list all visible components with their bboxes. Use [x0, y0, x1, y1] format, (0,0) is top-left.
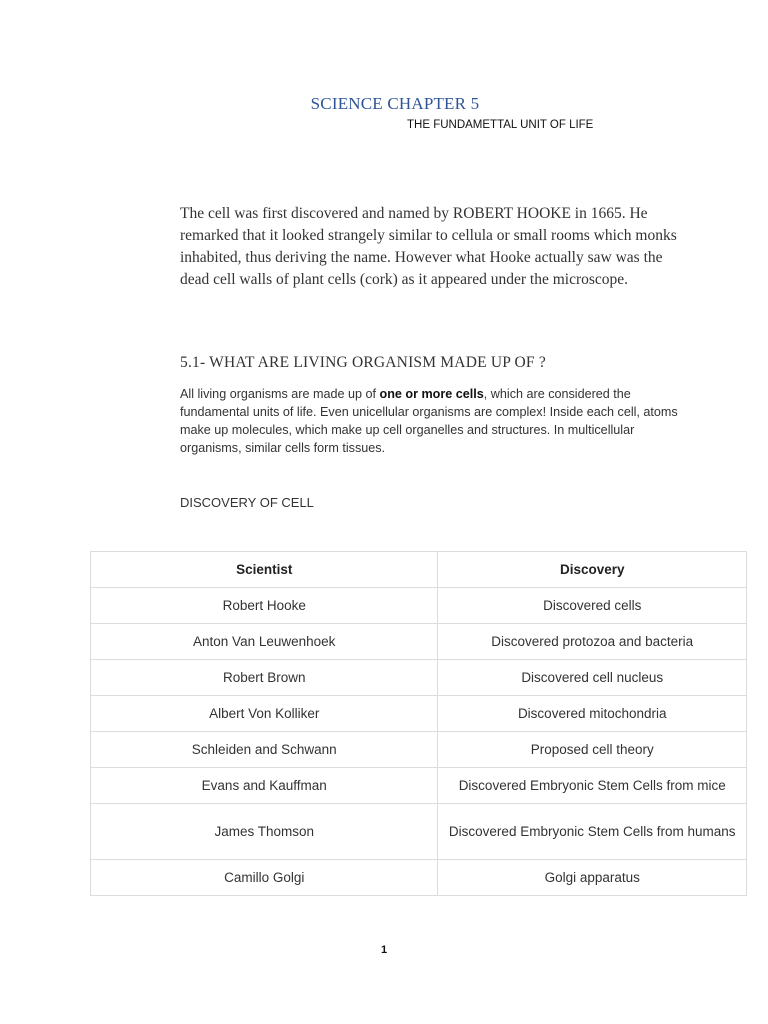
table-row	[91, 732, 747, 768]
section-body	[180, 385, 690, 457]
scientist-cell: Albert Von Kolliker	[91, 696, 438, 732]
table-row	[91, 588, 747, 624]
section-body-start: All living organisms are made up of	[180, 387, 380, 401]
discovery-cell: Discovered Embryonic Stem Cells from humans	[438, 804, 747, 860]
section-heading: 5.1- WHAT ARE LIVING ORGANISM MADE UP OF ?	[180, 354, 546, 371]
table-row	[91, 804, 747, 860]
scientist-cell: Robert Hooke	[91, 588, 438, 624]
header-scientist: Scientist	[91, 552, 438, 588]
section-body-bold: one or more cells	[379, 387, 484, 401]
page-number: 1	[380, 944, 388, 956]
table-row	[91, 624, 747, 660]
table-row	[91, 860, 747, 896]
section-body-end: , which are considered the fundamental units of life. Even unicellular organisms are complex! Inside each cell, atoms make up molecules, which make up cell organelles and structures. In multicellular organisms, similar cells form tissues.	[180, 387, 678, 455]
scientist-cell: James Thomson	[91, 804, 438, 860]
discovery-cell: Discovered protozoa and bacteria	[438, 624, 747, 660]
scientist-cell: Robert Brown	[91, 660, 438, 696]
scientist-cell: Anton Van Leuwenhoek	[91, 624, 438, 660]
discovery-cell: Discovered Embryonic Stem Cells from mice	[438, 768, 747, 804]
discovery-heading: DISCOVERY OF CELL	[180, 495, 314, 510]
intro-paragraph: The cell was first discovered and named by ROBERT HOOKE in 1665. He remarked that it looked strangely similar to cellula or small rooms which monks inhabited, thus deriving the name. However what Hooke actually saw was the dead cell walls of plant cells (cork) as it appeared under the microscope.	[180, 205, 677, 288]
discovery-cell: Golgi apparatus	[438, 860, 747, 896]
discovery-cell: Discovered cells	[438, 588, 747, 624]
scientist-cell: Camillo Golgi	[91, 860, 438, 896]
table-row	[91, 696, 747, 732]
scientist-cell: Schleiden and Schwann	[91, 732, 438, 768]
document-subtitle: THE FUNDAMETTAL UNIT OF LIFE	[407, 119, 594, 131]
table-row	[91, 768, 747, 804]
table-header-row	[91, 552, 747, 588]
document-title: SCIENCE CHAPTER 5	[310, 94, 480, 113]
discovery-table	[90, 551, 747, 896]
discovery-cell: Proposed cell theory	[438, 732, 747, 768]
discovery-cell: Discovered cell nucleus	[438, 660, 747, 696]
table-row	[91, 660, 747, 696]
discovery-cell: Discovered mitochondria	[438, 696, 747, 732]
scientist-cell: Evans and Kauffman	[91, 768, 438, 804]
header-discovery: Discovery	[438, 552, 747, 588]
